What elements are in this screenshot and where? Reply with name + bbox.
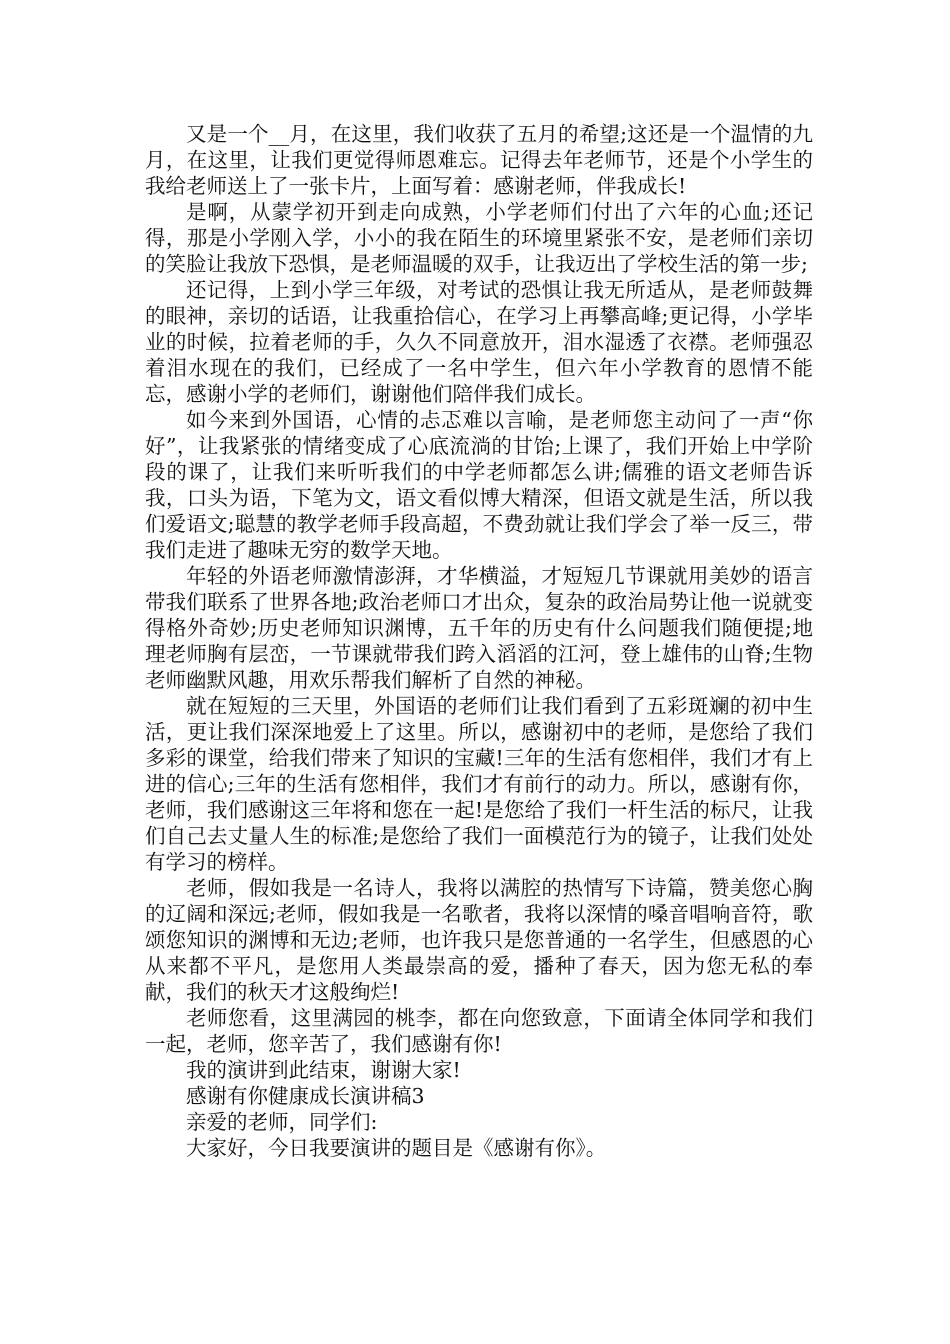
paragraph-7: 老师，假如我是一名诗人，我将以满腔的热情写下诗篇，赞美您心胸的辽阔和深远;老师，假如我是一名歌者，我将以深情的嗓音唱响音符，歌颂您知识的渊博和无边;老师，也许我只是您普通的一名学生，但感恩的心从来都不平凡，是您用人类最崇高的爱，播种了春天，因为您无私的奉献，我们的秋天才这般绚烂! xyxy=(145,876,813,1004)
paragraph-1: 又是一个__月，在这里，我们收获了五月的希望;这还是一个温情的九月，在这里，让我们更觉得师恩难忘。记得去年老师节，还是个小学生的我给老师送上了一张卡片，上面写着：感谢老师，伴我成长! xyxy=(145,122,813,198)
paragraph-8: 老师您看，这里满园的桃李，都在向您致意，下面请全体同学和我们一起，老师，您辛苦了，我们感谢有你! xyxy=(145,1006,813,1056)
closing-line: 我的演讲到此结束，谢谢大家! xyxy=(186,1058,461,1082)
salutation: 亲爱的老师，同学们: xyxy=(186,1110,378,1134)
paragraph-6: 就在短短的三天里，外国语的老师们让我们看到了五彩斑斓的初中生活，更让我们深深地爱上了这里。所以，感谢初中的老师，是您给了我们多彩的课堂，给我们带来了知识的宝藏!三年的生活有您相伴，我们才有上进的信心;三年的生活有您相伴，我们才有前行的动力。所以，感谢有你，老师，我们感谢这三年将和您在一起!是您给了我们一杆生活的标尺，让我们自己去丈量人生的标准;是您给了我们一面模范行为的镜子，让我们处处有学习的榜样。 xyxy=(145,694,813,874)
document-body xyxy=(145,121,813,1161)
opening-line: 大家好，今日我要演讲的题目是《感谢有你》。 xyxy=(186,1136,607,1160)
paragraph-5: 年轻的外语老师激情澎湃，才华横溢，才短短几节课就用美妙的语言带我们联系了世界各地;政治老师口才出众，复杂的政治局势让他一说就变得格外奇妙;历史老师知识渊博，五千年的历史有什么问题我们随便提;地理老师胸有层峦，一节课就带我们跨入滔滔的江河，登上雄伟的山脊;生物老师幽默风趣，用欢乐帮我们解析了自然的神秘。 xyxy=(145,564,813,692)
speech-title: 感谢有你健康成长演讲稿3 xyxy=(186,1084,425,1108)
paragraph-3: 还记得，上到小学三年级，对考试的恐惧让我无所适从，是老师鼓舞的眼神，亲切的话语，让我重拾信心，在学习上再攀高峰;更记得，小学毕业的时候，拉着老师的手，久久不同意放开，泪水湿透了衣襟。老师强忍着泪水现在的我们，已经成了一名中学生，但六年小学教育的恩情不能忘，感谢小学的老师们，谢谢他们陪伴我们成长。 xyxy=(145,278,813,406)
paragraph-4: 如今来到外国语，心情的忐忑难以言喻，是老师您主动问了一声“你好”，让我紧张的情绪变成了心底流淌的甘饴;上课了，我们开始上中学阶段的课了，让我们来听听我们的中学老师都怎么讲;儒雅的语文老师告诉我，口头为语，下笔为文，语文看似博大精深，但语文就是生活，所以我们爱语文;聪慧的教学老师手段高超，不费劲就让我们学会了举一反三，带我们走进了趣味无穷的数学天地。 xyxy=(145,408,813,562)
paragraph-2: 是啊，从蒙学初开到走向成熟，小学老师们付出了六年的心血;还记得，那是小学刚入学，小小的我在陌生的环境里紧张不安，是老师们亲切的笑脸让我放下恐惧，是老师温暖的双手，让我迈出了学校生活的第一步; xyxy=(145,200,813,276)
